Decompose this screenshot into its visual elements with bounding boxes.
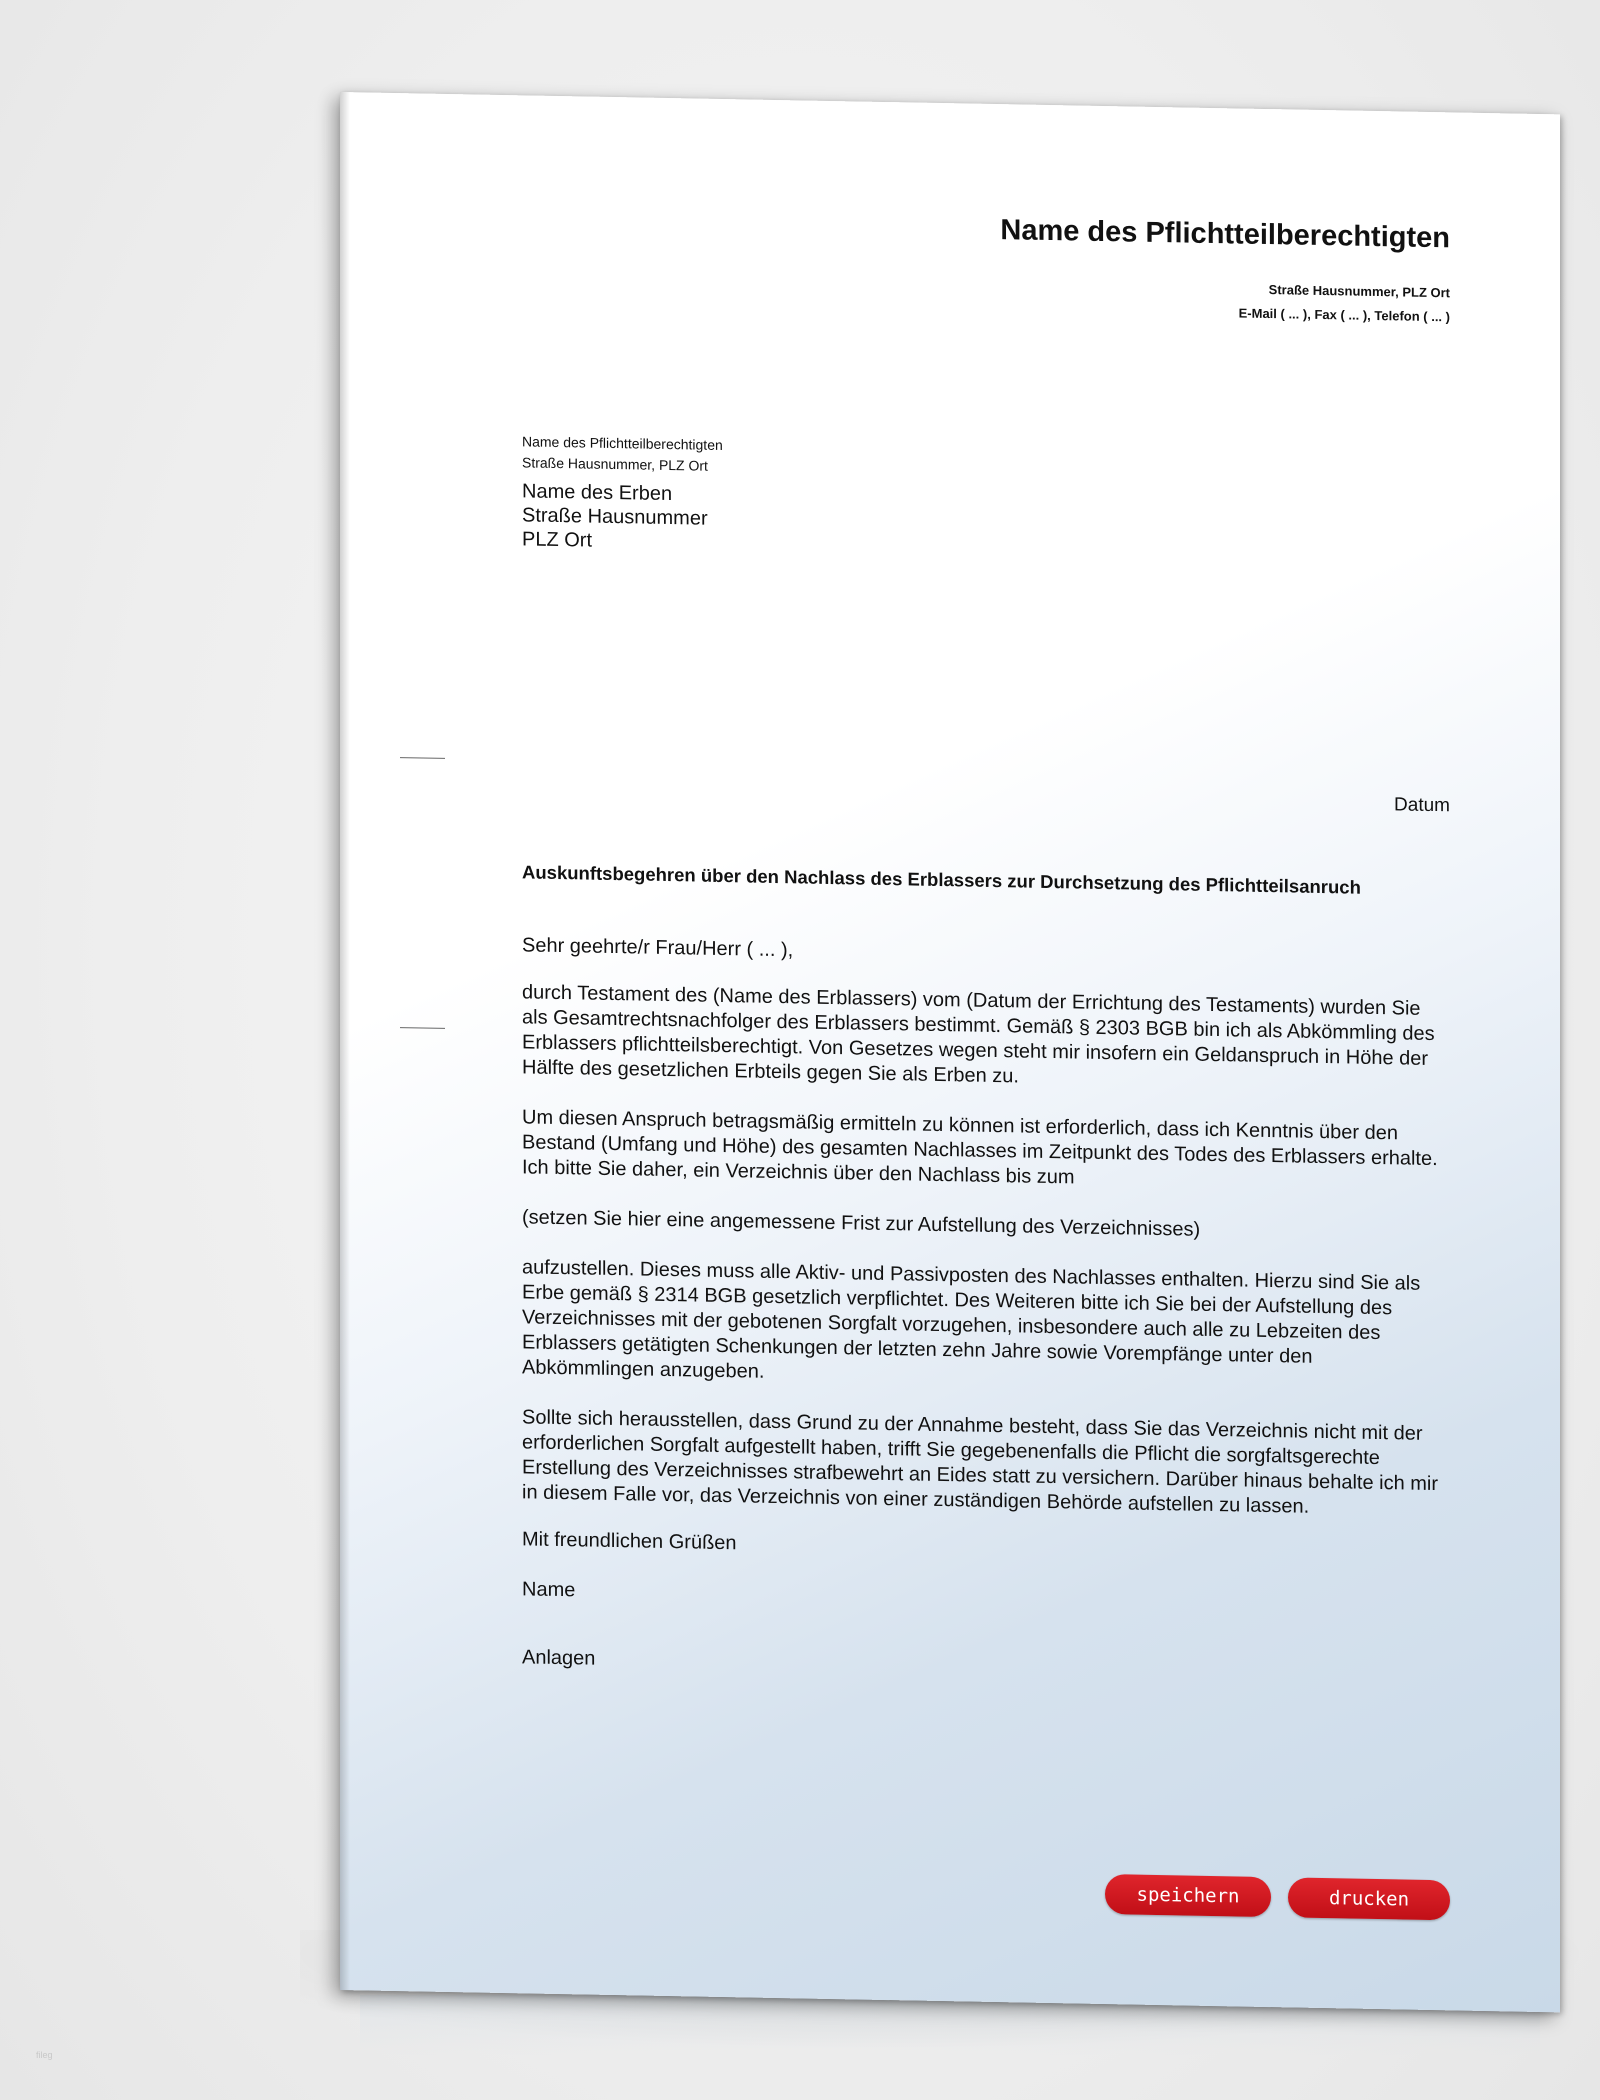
letter-content (340, 92, 1560, 2012)
paragraph-inventory: aufzustellen. Dieses muss alle Aktiv- und Passivposten des Nachlasses enthalten. Hierzu sind Sie als Erbe gemäß § 2314 BGB gesetzlich verpflichtet. Des Weiteren bitte ich Sie bei der Aufstellung des Verzeichnisses mit der gebotenen Sorgfalt vorzugehen, insbesondere auch alle zu Lebzeiten des Erblassers getätigten Schenkungen der letzten zehn Jahre sowie Vorempfänge unter den Abkömmlingen anzugeben. (522, 1256, 1421, 1383)
salutation: Sehr geehrte/r Frau/Herr ( ... ), (522, 934, 794, 962)
signature-name: Name (522, 1578, 576, 1602)
attachments: Anlagen (522, 1646, 596, 1670)
letter-date: Datum (1394, 794, 1450, 817)
paragraph-testament: durch Testament des (Name des Erblassers) vom (Datum der Errichtung des Testaments) wurden Sie als Gesamtrechtsnachfolger des Erblassers bestimmt. Gemäß § 2303 BGB bin ich als Abkömmling des Erblassers pflichtteilsberechtigt. Von Gesetzes wegen steht mir insofern ein Geldanspruch in Höhe der Hälfte des gesetzlichen Erbteils gegen Sie als Erben zu. (522, 981, 1435, 1088)
corner-watermark: fileg (36, 2050, 53, 2060)
paragraph-claim: Um diesen Anspruch betragsmäßig ermitteln zu können ist erforderlich, dass ich Kenntnis über den Bestand (Umfang und Höhe) des gesamten Nachlasses im Zeitpunkt des Todes des Erblassers erhalte. Ich bitte Sie daher, ein Verzeichnis über den Nachlass bis zum (522, 1106, 1438, 1189)
letterhead-name: Name des Pflichtteilberechtigten (1000, 214, 1450, 255)
fold-mark-middle (400, 1027, 445, 1029)
fold-mark-top (400, 757, 445, 759)
recipient-address (522, 479, 708, 554)
letterhead-contact: E-Mail ( ... ), Fax ( ... ), Telefon ( ... ) (1238, 305, 1450, 325)
return-address-street: Straße Hausnummer, PLZ Ort (522, 454, 708, 474)
letter-body (522, 933, 1442, 1687)
document-page (340, 92, 1560, 2012)
recipient-city: PLZ Ort (522, 528, 593, 552)
paragraph-affidavit: Sollte sich herausstellen, dass Grund zu der Annahme besteht, dass Sie das Verzeichnis nicht mit der erforderlichen Sorgfalt aufgestellt haben, trifft Sie gegebenenfalls die Pflicht die sorgfaltsgerechte Erstellung des Verzeichnisses strafbewehrt an Eides statt zu versichern. Darüber hinaus behalte ich mir in diesem Falle vor, das Verzeichnis von einer zuständigen Behörde aufstellen zu lassen. (522, 1406, 1439, 1518)
return-address-name: Name des Pflichtteilberechtigten (522, 433, 723, 454)
save-button[interactable]: speichern (1105, 1874, 1271, 1917)
closing: Mit freundlichen Grüßen (522, 1528, 737, 1555)
letterhead-address: Straße Hausnummer, PLZ Ort (1268, 282, 1450, 301)
letter-subject: Auskunftsbegehren über den Nachlass des Erblassers zur Durchsetzung des Pflichtteilsanruch (522, 861, 1361, 898)
recipient-name: Name des Erben (522, 480, 673, 506)
recipient-street: Straße Hausnummer (522, 504, 708, 530)
print-button[interactable]: drucken (1288, 1877, 1450, 1920)
paragraph-deadline: (setzen Sie hier eine angemessene Frist zur Aufstellung des Verzeichnisses) (522, 1206, 1201, 1241)
